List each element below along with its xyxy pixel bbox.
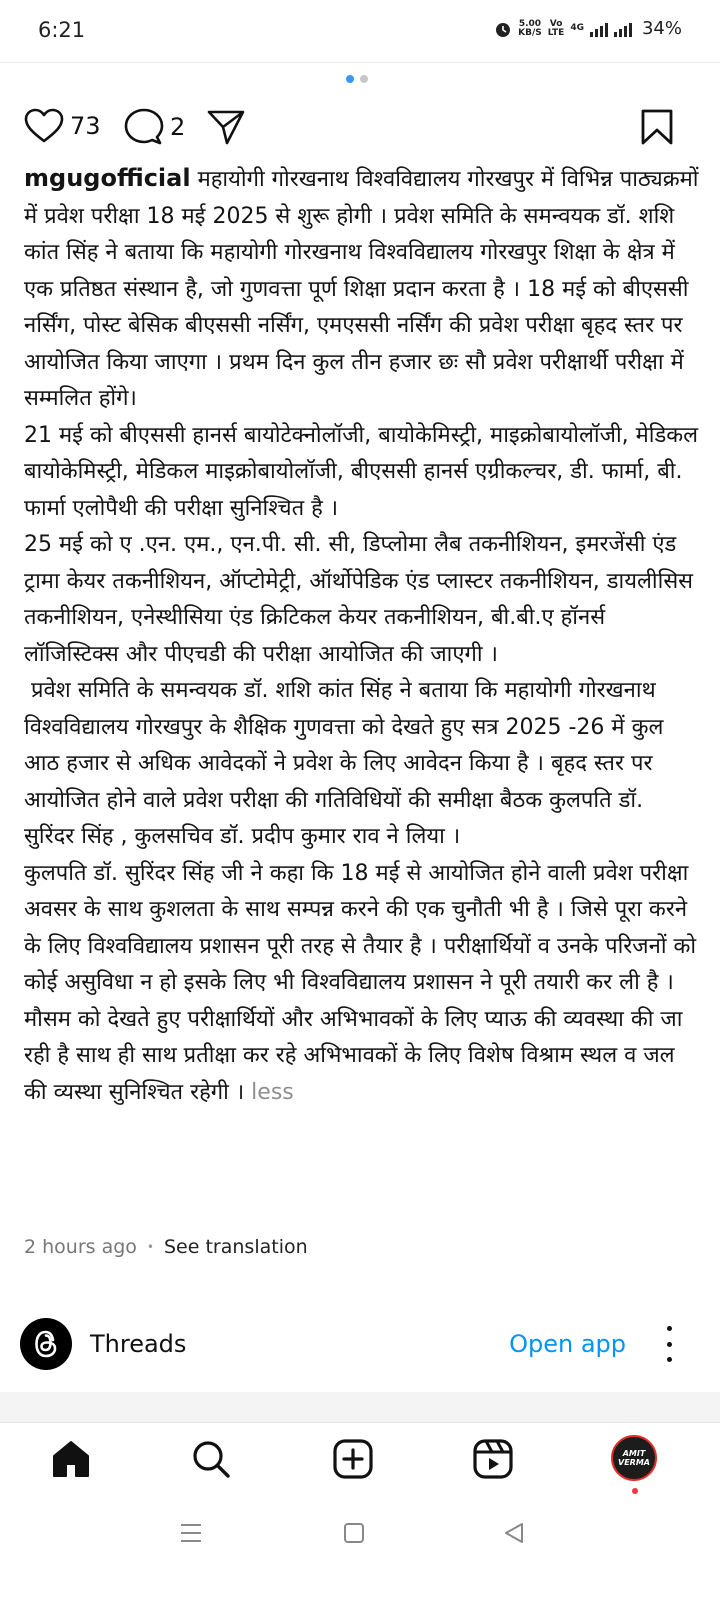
top-divider (0, 62, 720, 63)
caption-text: महायोगी गोरखनाथ विश्वविद्यालय गोरखपुर में विभिन्न पाठ्यक्रमों में प्रवेश परीक्षा 18 मई 2025 से शुरू होगी । प्रवेश समिति के समन्वयक डॉ. शशि कांत सिंह ने बताया कि महायोगी गोरखनाथ विश्वविद्यालय गोरखपुर शिक्षा के क्षेत्र में एक प्रतिष्ठत संस्थान है, जो गुणवत्ता पूर्ण शिक्षा प्रदान करता है । 18 मई को बीएससी नर्सिंग, पोस्ट बेसिक बीएससी नर्सिंग, एमएससी नर्सिंग की प्रवेश परीक्षा बृहद स्तर पर आयोजित किया जाएगा । प्रथम दिन कुल तीन हजार छः सौ प्रवेश परीक्षार्थी परीक्षा में सम्मलित होंगे। (24, 167, 706, 411)
network-type: 4G (570, 23, 584, 33)
avatar-line2: VERMA (618, 1458, 650, 1467)
volte-top: Vo (549, 18, 563, 29)
post-timestamp: 2 hours ago (24, 1236, 137, 1258)
comment-icon (124, 108, 164, 146)
caption-paragraph (24, 160, 706, 418)
more-options-icon[interactable] (664, 1326, 674, 1362)
system-navigation (0, 1506, 720, 1600)
carousel-dot (346, 75, 354, 83)
carousel-dot (360, 75, 368, 83)
add-post-icon (331, 1437, 375, 1481)
volte-indicator (548, 20, 565, 38)
like-count: 73 (70, 112, 101, 140)
status-bar (0, 0, 720, 62)
status-time: 6:21 (38, 18, 86, 42)
bottom-navigation (0, 1422, 720, 1507)
avatar-text (618, 1449, 650, 1467)
search-tab[interactable] (189, 1437, 233, 1481)
post-caption (24, 160, 706, 1111)
caption-text: कुलपति डॉ. सुरिंदर सिंह जी ने कहा कि 18 मई से आयोजित होने वाली प्रवेश परीक्षा अवसर के साथ कुशलता के साथ सम्पन्न करने की एक चुनौती भी है । जिसे पूरा करने के लिए विश्वविद्यालय प्रशासन पूरी तरह से तैयार है । परीक्षार्थियों व उनके परिजनों को कोई असुविधा न हो इसके लिए भी विश्वविद्यालय प्रशासन ने पूरी तयारी कर ली है । मौसम को देखते हुए परीक्षार्थियों और अभिभावकों के लिए प्याऊ की व्यवस्था की जा रही है साथ ही साथ प्रतीक्षा कर रहे अभिभावकों के लिए विशेष विश्राम स्थल व जल की व्यस्था सुनिश्चित रहेगी । (24, 860, 704, 1105)
comment-button[interactable] (124, 108, 185, 146)
back-icon[interactable] (503, 1522, 525, 1544)
reels-icon (471, 1437, 515, 1481)
next-post-preview (0, 1392, 720, 1422)
like-button[interactable] (24, 108, 101, 144)
threads-banner (20, 1318, 700, 1374)
heart-icon (24, 108, 64, 144)
create-tab[interactable] (331, 1437, 375, 1481)
caption-paragraph (24, 856, 704, 1112)
alarm-icon (494, 20, 512, 38)
meta-separator: • (146, 1240, 154, 1254)
post-username[interactable]: mgugofficial (24, 164, 191, 192)
recents-icon[interactable] (180, 1522, 202, 1544)
send-icon (206, 108, 246, 146)
home-icon (49, 1437, 93, 1481)
caption-paragraph: 21 मई को बीएससी हानर्स बायोटेक्नोलॉजी, बायोकेमिस्ट्री, माइक्रोबायोलॉजी, मेडिकल बायोकेमिस्ट्री, मेडिकल माइक्रोबायोलॉजी, बीएससी हानर्स एग्रीकल्चर, डी. फार्मा, बी. फार्मा एलोपैथी की परीक्षा सुनिश्चित है । (24, 422, 706, 521)
see-translation-link[interactable]: See translation (164, 1236, 308, 1258)
home-tab[interactable] (49, 1437, 93, 1481)
threads-label: Threads (90, 1330, 187, 1358)
search-icon (189, 1437, 233, 1481)
carousel-indicator (346, 75, 368, 83)
post-actions (24, 108, 696, 152)
signal-icon-sim2 (614, 21, 632, 37)
net-speed-value: 5.00 (518, 18, 542, 29)
reels-tab[interactable] (471, 1437, 515, 1481)
volte-bottom: LTE (547, 27, 565, 38)
net-speed (518, 20, 542, 38)
avatar-line1: AMIT (622, 1449, 646, 1458)
post-meta (24, 1236, 308, 1258)
caption-paragraph: प्रवेश समिति के समन्वयक डॉ. शशि कांत सिंह ने बताया कि महायोगी गोरखनाथ विश्वविद्यालय गोरखपुर के शैक्षिक गुणवत्ता को देखते हुए सत्र 2025 -26 में कुल आठ हजार से अधिक आवेदकों ने प्रवेश के लिए आवेदन किया है । बृहद स्तर पर आयोजित होने वाले प्रवेश परीक्षा की गतिविधियों की समीक्षा बैठक कुलपति डॉ. सुरिंदर सिंह , कुलसचिव डॉ. प्रदीप कुमार राव ने लिया । (24, 678, 671, 849)
threads-logo-icon[interactable] (20, 1318, 72, 1370)
notification-dot (632, 1488, 638, 1494)
net-speed-unit: KB/S (518, 27, 542, 38)
status-icons (494, 18, 682, 39)
less-link[interactable]: less (251, 1079, 294, 1105)
comment-count: 2 (170, 113, 186, 141)
battery-level: 34% (641, 18, 682, 39)
bookmark-icon (640, 108, 674, 146)
open-app-button[interactable]: Open app (509, 1330, 626, 1358)
home-button-icon[interactable] (343, 1522, 365, 1544)
share-button[interactable] (206, 108, 246, 146)
save-button[interactable] (640, 108, 674, 146)
caption-paragraph: 25 मई को ए .एन. एम., एन.पी. सी. सी, डिप्लोमा लैब तकनीशियन, इमरजेंसी एंड ट्रामा केयर तकनीशियन, ऑप्टोमेट्री, ऑर्थोपेडिक एंड प्लास्टर तकनीशियन, डायलीसिस तकनीशियन, एनेस्थीसिया एंड क्रिटिकल केयर तकनीशियन, बी.बी.ए हॉनर्स लॉजिस्टिक्स और पीएचडी की परीक्षा आयोजित की जाएगी । (24, 532, 701, 667)
signal-icon (590, 21, 608, 37)
profile-avatar[interactable] (611, 1435, 657, 1481)
